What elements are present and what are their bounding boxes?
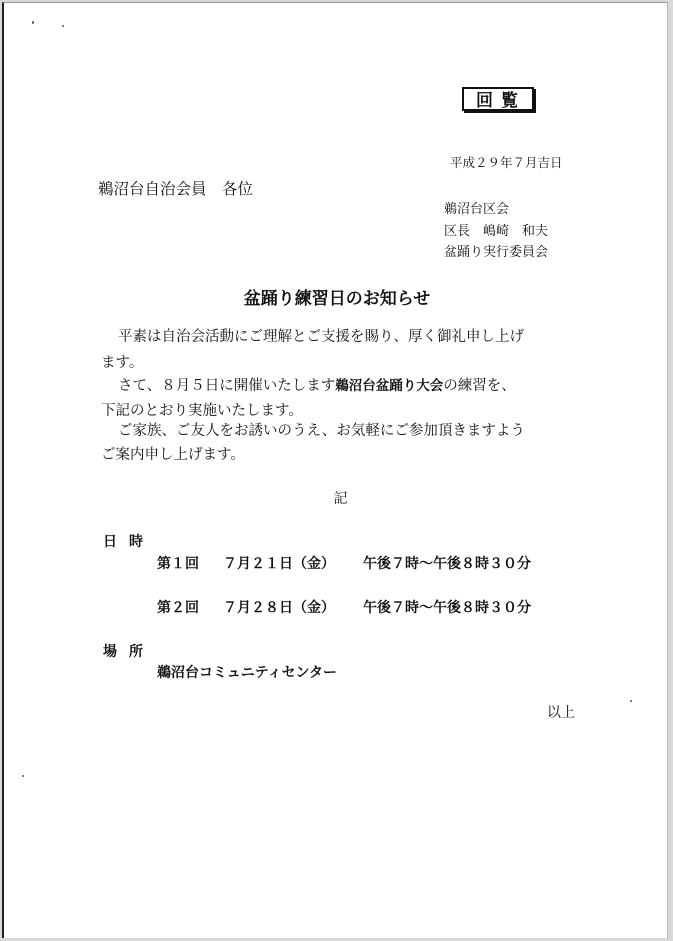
document-page xyxy=(2,2,668,938)
session-date: ７月２８日（金） xyxy=(223,600,335,616)
body-line: ます。 xyxy=(101,355,144,371)
scan-speck xyxy=(22,775,24,777)
body-line xyxy=(118,374,516,395)
sender-chief: 区長 嶋崎 和夫 xyxy=(444,224,549,239)
scan-speck xyxy=(32,21,34,24)
circulation-stamp: 回覧 xyxy=(462,87,534,111)
sender-organization: 鵜沼台区会 xyxy=(444,202,510,217)
session-number: 第１回 xyxy=(157,556,199,572)
body-line: ご家族、ご友人をお誘いのうえ、お気軽にご参加頂きますよう xyxy=(118,423,525,439)
body-line: ご案内申し上げます。 xyxy=(101,447,245,463)
issue-date: 平成２９年７月吉日 xyxy=(450,155,563,170)
session-date: ７月２１日（金） xyxy=(223,556,335,572)
venue-name: 鵜沼台コミュニティセンター xyxy=(157,665,338,681)
ki-heading: 記 xyxy=(333,491,348,507)
schedule-row xyxy=(157,553,531,573)
scan-speck xyxy=(630,700,632,702)
schedule-row xyxy=(157,597,531,617)
body-line: 平素は自治会活動にご理解とご支援を賜り、厚く御礼申し上げ xyxy=(118,329,524,345)
scan-speck xyxy=(62,25,64,27)
session-time: 午後７時～午後８時３０分 xyxy=(363,600,531,616)
addressee: 鵜沼台自治会員 各位 xyxy=(98,180,254,198)
closing-mark: 以上 xyxy=(547,705,575,721)
event-name: 鵜沼台盆踊り大会 xyxy=(335,378,444,394)
body-line: 下記のとおり実施いたします。 xyxy=(101,403,303,419)
sender-committee: 盆踊り実行委員会 xyxy=(444,245,549,260)
session-number: 第２回 xyxy=(157,600,199,616)
place-label: 場所 xyxy=(103,644,155,660)
session-time: 午後７時～午後８時３０分 xyxy=(363,556,531,572)
document-title: 盆踊り練習日のお知らせ xyxy=(243,289,431,309)
body-text: さて、８月５日に開催いたします xyxy=(118,378,336,394)
datetime-label: 日時 xyxy=(103,534,155,550)
body-text: の練習を、 xyxy=(443,378,516,394)
